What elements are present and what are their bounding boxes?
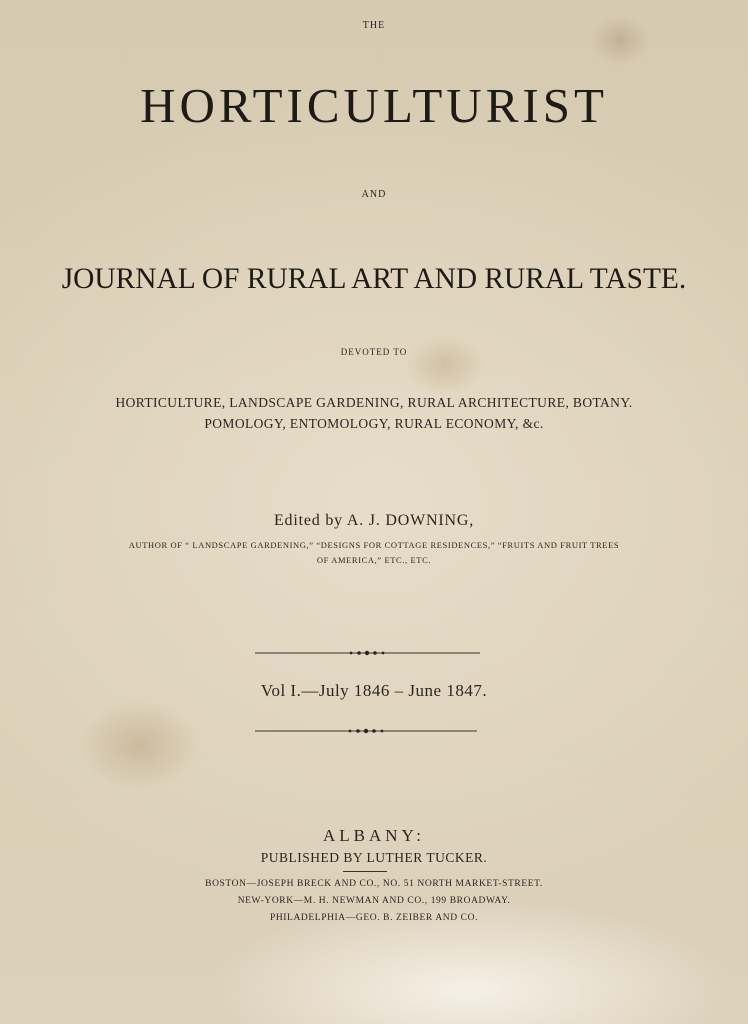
volume-dates: Vol I.—July 1846 – June 1847. [260, 681, 488, 700]
publication-city: ALBANY: [323, 826, 425, 845]
short-divider [343, 871, 387, 872]
agent-boston: BOSTON—JOSEPH BRECK AND CO., NO. 51 NORTH MARKET-STREET. [205, 879, 543, 889]
ornamental-rule-bottom [255, 726, 477, 736]
the-label: THE [362, 20, 386, 31]
agent-philadelphia: PHILADELPHIA—GEO. B. ZEIBER AND CO. [269, 913, 479, 923]
author-credits-line-1: AUTHOR OF “ LANDSCAPE GARDENING,” “DESIGNS FOR COTTAGE RESIDENCES,” “FRUITS AND FRUIT TREES [128, 540, 620, 550]
author-credits-line-2: OF AMERICA,” ETC., ETC. [316, 555, 432, 565]
subjects-line-1: HORTICULTURE, LANDSCAPE GARDENING, RURAL ARCHITECTURE, BOTANY. [115, 395, 633, 410]
publisher-line: PUBLISHED BY LUTHER TUCKER. [260, 850, 488, 865]
devoted-to-label: DEVOTED TO [340, 347, 408, 357]
editor-line: Edited by A. J. DOWNING, [273, 512, 475, 529]
subjects-line-2: POMOLOGY, ENTOMOLOGY, RURAL ECONOMY, &c. [204, 416, 544, 431]
ornamental-rule-top [255, 648, 480, 658]
subtitle: JOURNAL OF RURAL ART AND RURAL TASTE. [61, 262, 687, 295]
agent-new-york: NEW-YORK—M. H. NEWMAN AND CO., 199 BROADWAY. [237, 896, 511, 906]
and-label: AND [361, 189, 387, 200]
page-title: HORTICULTURIST [140, 78, 608, 133]
